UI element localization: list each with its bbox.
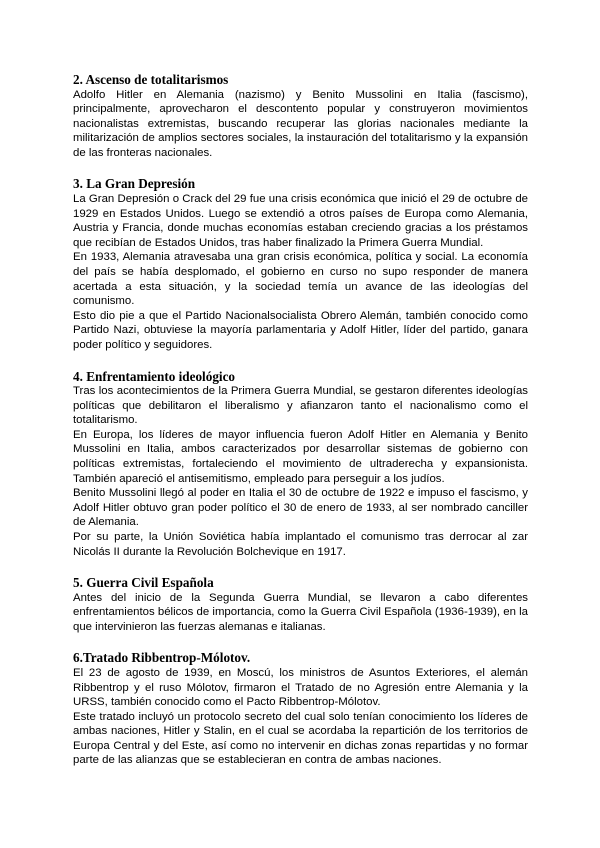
paragraph: Tras los acontecimientos de la Primera Guerra Mundial, se gestaron diferentes ideologías políticas que debilitaron el liberalismo y afianzaron tanto el nacionalismo como el totalitarismo. xyxy=(73,385,528,427)
section-heading: 5. Guerra Civil Española xyxy=(73,575,214,591)
section-enfrentamiento-ideologico xyxy=(73,369,528,560)
paragraph: Antes del inicio de la Segunda Guerra Mundial, se llevaron a cabo diferentes enfrentamientos bélicos de importancia, como la Guerra Civil Española (1936-1939), en la que intervinieron las fuerzas alemanas e italianas. xyxy=(73,591,528,633)
section-heading: 4. Enfrentamiento ideológico xyxy=(73,368,236,384)
section-gran-depresion xyxy=(73,176,528,352)
paragraph: El 23 de agosto de 1939, en Moscú, los ministros de Asuntos Exteriores, el alemán Ribbentrop y el ruso Mólotov, firmaron el Tratado de no Agresión entre Alemania y la URSS, también conocido como el Pacto Ribbentrop-Mólotov. xyxy=(73,666,528,709)
paragraph: Adolfo Hitler en Alemania (nazismo) y Benito Mussolini en Italia (fascismo), principalmente, aprovecharon el descontento popular y construyeron movimientos nacionalistas extremistas, buscando recuperar las glorias nacionales mediante la militarización de amplios sectores sociales, la instauración del totalitarismo y la expansión de las fronteras nacionales. xyxy=(73,88,528,159)
section-tratado-ribbentrop-molotov xyxy=(73,650,528,768)
section-heading: 6.Tratado Ribbentrop-Mólotov. xyxy=(73,650,251,666)
section-ascenso-totalitarismos xyxy=(73,72,528,160)
section-heading: 2. Ascenso de totalitarismos xyxy=(73,72,229,87)
paragraph: Este tratado incluyó un protocolo secreto del cual solo tenían conocimiento los líderes de ambas naciones, Hitler y Stalin, en el cual se acordaba la repartición de los territorios de Europa Central y del Este, así como no intervenir en dichas zonas repartidas y no formar parte de las alianzas que se establecieran en contra de ambas naciones. xyxy=(73,710,528,767)
paragraph: Esto dio pie a que el Partido Nacionalsocialista Obrero Alemán, también conocido como Partido Nazi, obtuviese la mayoría parlamentaria y Adolf Hitler, líder del partido, ganara poder político y seguidores. xyxy=(73,309,528,351)
paragraph: En Europa, los líderes de mayor influencia fueron Adolf Hitler en Alemania y Benito Mussolini en Italia, ambos caracterizados por desarrollar sistemas de gobierno con políticas extremistas, fortaleciendo el movimiento de ultraderecha y expansionista. También apareció el antisemitismo, empleado para perseguir a los judíos. xyxy=(73,428,528,485)
section-heading: 3. La Gran Depresión xyxy=(73,176,196,192)
paragraph: Por su parte, la Unión Soviética había implantado el comunismo tras derrocar al zar Nicolás II durante la Revolución Bolchevique en 1917. xyxy=(73,530,528,558)
paragraph: Benito Mussolini llegó al poder en Italia el 30 de octubre de 1922 e impuso el fascismo, y Adolf Hitler obtuvo gran poder político el 30 de enero de 1933, al ser nombrado canciller de Alemania. xyxy=(73,487,528,529)
paragraph: En 1933, Alemania atravesaba una gran crisis económica, política y social. La economía del país se había desplomado, el gobierno en curso no supo responder de manera acertada a esta situación, y la sociedad temía un avance de las ideologías del comunismo. xyxy=(73,251,528,308)
section-guerra-civil-espanola xyxy=(73,575,528,634)
paragraph: La Gran Depresión o Crack del 29 fue una crisis económica que inició el 29 de octubre de 1929 en Estados Unidos. Luego se extendió a otros países de Europa como Alemania, Austria y Francia, donde muchas economías estaban creciendo gracias a los préstamos que recibían de Estados Unidos, tras haber finalizado la Primera Guerra Mundial. xyxy=(73,192,528,249)
